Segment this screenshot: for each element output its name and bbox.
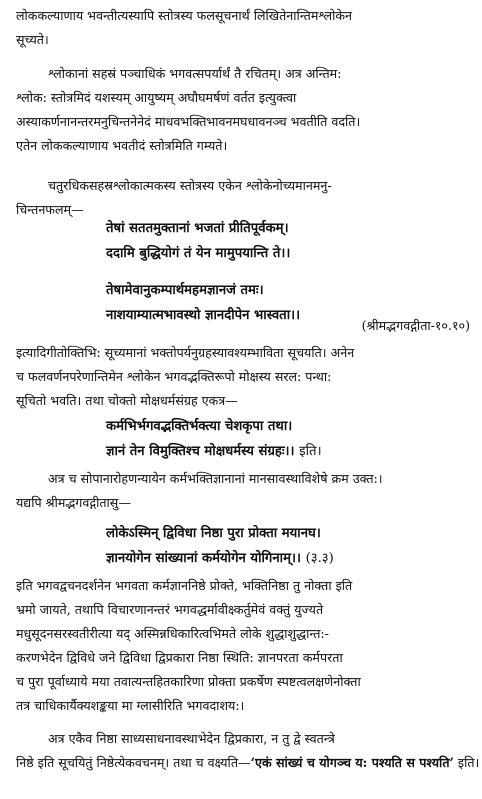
text-line: अस्याकर्णनानन्तरमनुचिन्तनेनेदं माधवभक्तिभावनमघधावनञ्च भवतीति वदति।: [16, 114, 361, 129]
text-line: लोककल्याणाय भवन्तीत्यस्यापि स्तोत्रस्य फलसूचनार्थं लिखितेनान्तिमश्लोकेन: [16, 8, 353, 23]
verse-text: ज्ञानयोगेन सांख्यानां कर्मयोगेन योगिनाम्।।: [106, 551, 301, 566]
text-line: सूचितो भवति। तथा चोक्तो मोक्षधर्मसंग्रह एकत्र—: [16, 393, 238, 408]
text-line: श्लोकानां सहस्रं पञ्चाधिकं भगवत्सपर्यार्थं तै रचितम्। अत्र अन्तिम:: [48, 66, 342, 81]
text-line: श्लोक: स्तोत्रमिदं यशस्यम् आयुष्यम् अघौघमर्षणं वर्तत इत्युक्त्वा: [16, 90, 297, 105]
text-line: तत्र चाधिकार्यैक्यशङ्कया मा ग्लासीरिति भगवदाशय:।: [16, 698, 245, 713]
paragraph-4: [16, 341, 468, 413]
text-line: च पुरा पूर्वाध्याये मया तवात्यन्तहितकारिणा प्रोक्ता प्रकर्षेण स्पष्टत्वलक्षणेनोक्ता: [16, 674, 361, 689]
citation: (श्रीमद्भगवद्गीता-१०.१०): [361, 318, 470, 333]
verse-text: ज्ञानं तेन विमुक्तिश्च मोक्षधर्मस्य संग्रहः।।: [106, 444, 295, 459]
text-line: अत्र च सोपानारोहणन्यायेन कर्मभक्तिज्ञानानां मानसावस्थाविशेषे क्रम उक्त:।: [48, 471, 383, 486]
verse-line: ददामि बुद्धियोगं तं येन मामुपयान्ति ते।।: [106, 246, 291, 261]
paragraph-7: [16, 727, 480, 775]
verse-line: कर्मभिर्भगवद्भक्तिर्भक्त्या चेशकृपा तथा।: [106, 419, 293, 434]
text-line: च फलवर्णनपरेणान्तिमेन श्लोकेन भगवद्भक्तिरूपो मोक्षस्य सरल: पन्था:: [16, 369, 332, 384]
quoted-verse: ‘एकं सांख्यं च योगञ्च य: पश्यति स पश्यति’: [250, 755, 454, 770]
text-line: इति भगवद्वचनदर्शनेन भगवता कर्मज्ञाननिष्ठे प्रोक्ते, भक्तिनिष्ठा तु नोक्ता इति: [16, 578, 353, 593]
verse-line: तेषां सततमुक्तानां भजतां प्रीतिपूर्वकम्।: [106, 221, 289, 236]
text-line: इत्यादिगीतोक्तिभि: सूच्यमानां भक्तोपर्यनुग्रहस्यावश्यम्भाविता सूचयति। अनेन: [16, 345, 355, 360]
text-line: [16, 751, 480, 775]
verse-block-3: [106, 521, 476, 571]
text-line: चिन्तनफलम्‌—: [16, 202, 84, 217]
text-line: सूच्यते।: [16, 32, 49, 47]
text-segment: निष्ठे इति सूचयितुं निष्ठेत्येकवचनम्। तथा च वक्ष्यति—: [16, 755, 251, 770]
verse-block-2: [106, 414, 476, 464]
verse-line: [106, 439, 476, 464]
paragraph-5: [16, 467, 468, 515]
verse-line: [106, 546, 476, 571]
paragraph-3: [16, 174, 468, 222]
text-line: अत्र एकैव निष्ठा साध्यसाधनावस्थाभेदेन द्विप्रकारा, न तु द्वे स्वतन्त्रे: [48, 731, 335, 746]
verse-line: तेषामेवानुकम्पार्थमहमज्ञानजं तमः।: [106, 283, 264, 298]
paragraph-1: [16, 4, 468, 52]
paragraph-6: [16, 574, 468, 718]
text-segment: इति।: [457, 755, 480, 770]
text-line: यद्यपि श्रीमद्भगवद्गीतासु—: [16, 495, 131, 510]
paragraph-2: [16, 62, 468, 158]
text-line: मधुसूदनसरस्वतीरीत्या यद् अस्मिन्नधिकारित्वभिमते लोके शुद्धाशुद्धान्त:-: [16, 626, 329, 641]
text-line: एतेन लोककल्याणाय भवतीदं स्तोत्रमिति गम्यते।: [16, 138, 228, 153]
verse-line: लोकेऽस्मिन् द्विविधा निष्ठा पुरा प्रोक्ता मयानघ।: [106, 526, 321, 541]
verse-block-1: [106, 216, 476, 328]
verse-end-marker: इति।: [299, 444, 322, 459]
text-line: चतुरधिकसहस्रश्लोकात्मकस्य स्तोत्रस्य एकेन श्लोकेनोच्यमानमनु-: [48, 178, 332, 193]
text-line: करणभेदेन द्विविधे जने द्विविधा द्विप्रकारा निष्ठा स्थिति: ज्ञानपरता कर्मपरता: [16, 650, 343, 665]
verse-citation: (३.३): [305, 551, 334, 566]
text-line: भ्रमो जायते, तथापि विचारणानन्तरं भगवद्धर्मावीक्ष्कर्तुमेवं वक्तुं युज्यते: [16, 602, 324, 617]
verse-line: नाशयाम्यात्मभावस्थो ज्ञानदीपेन भास्वता।।: [106, 308, 301, 323]
